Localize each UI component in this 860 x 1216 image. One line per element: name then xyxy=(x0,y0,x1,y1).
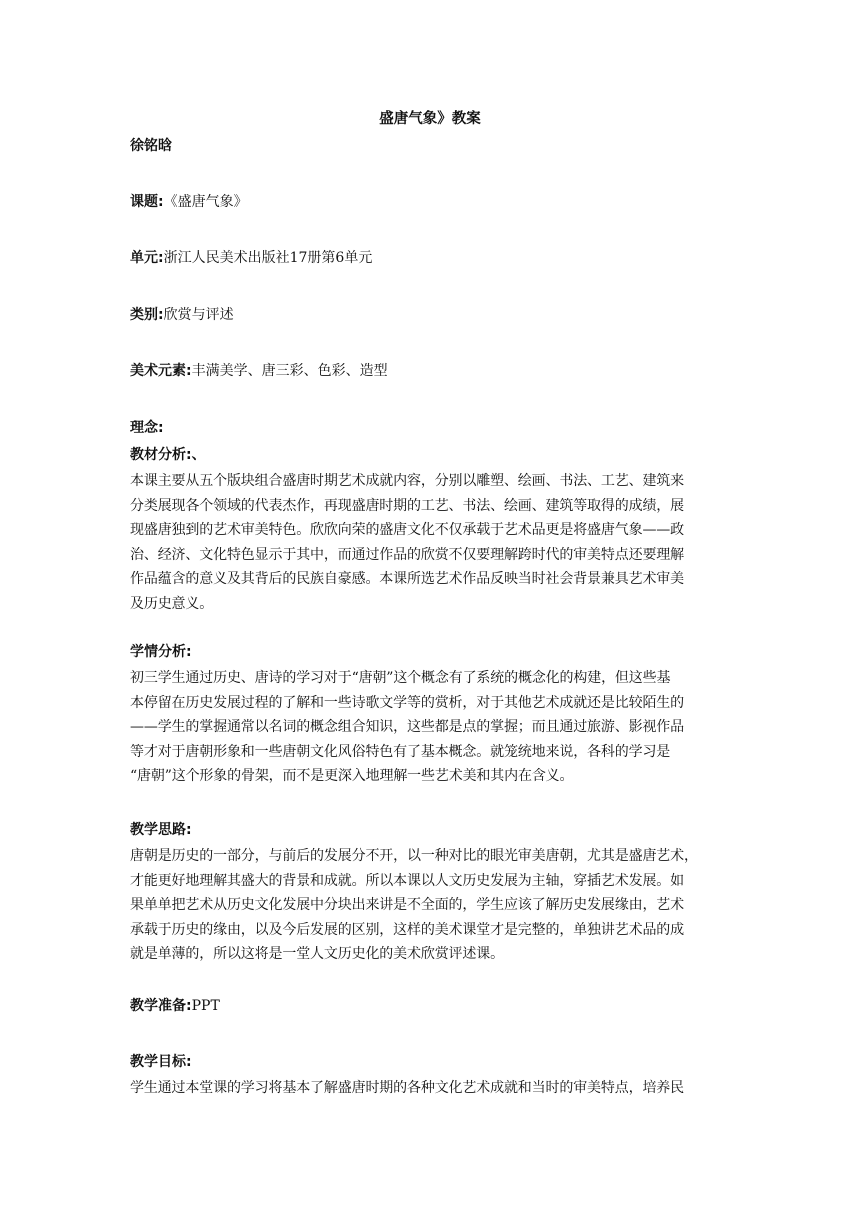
paragraph-line: 本停留在历史发展过程的了解和一些诗歌文学等的赏析，对于其他艺术成就还是比较陌生的 xyxy=(130,694,684,711)
students-paragraph xyxy=(130,666,736,789)
concept-label: 理念: xyxy=(130,420,164,436)
paragraph-line: 作品蕴含的意义及其背后的民族自豪感。本课所选艺术作品反映当时社会背景兼具艺术审美 xyxy=(130,571,684,587)
category-line xyxy=(130,305,234,325)
goals-heading: 教学目标: xyxy=(130,1054,192,1070)
paragraph-line: 等才对于唐朝形象和一些唐朝文化风俗特色有了基本概念。就笼统地来说，各科的学习是 xyxy=(130,743,671,760)
paragraph-line: 本课主要从五个版块组合盛唐时期艺术成就内容，分别以雕塑、绘画、书法、工艺、建筑来 xyxy=(130,473,684,489)
paragraph-line: 及历史意义。 xyxy=(130,595,214,612)
approach-heading: 教学思路: xyxy=(130,822,192,838)
elements-value: 丰满美学、唐三彩、色彩、造型 xyxy=(191,363,388,379)
paragraph-line: 才能更好地理解其盛大的背景和成就。所以本课以人文历史发展为主轴，穿插艺术发展。如 xyxy=(130,872,684,889)
unit-line xyxy=(130,248,372,268)
topic-label: 课题: xyxy=(130,194,164,210)
category-value: 欣赏与评述 xyxy=(163,307,234,323)
unit-label: 单元: xyxy=(130,250,164,266)
prep-line xyxy=(130,996,220,1016)
material-heading: 教材分析:、 xyxy=(130,447,206,463)
paragraph-line: 学生通过本堂课的学习将基本了解盛唐时期的各种文化艺术成就和当时的审美特点，培养民 xyxy=(130,1080,684,1096)
prep-label: 教学准备: xyxy=(130,998,192,1014)
unit-value: 浙江人民美术出版社17册第6单元 xyxy=(163,250,373,266)
elements-line xyxy=(130,361,388,381)
paragraph-line: 分类展现各个领域的代表杰作，再现盛唐时期的工艺、书法、绘画、建筑等取得的成绩，展 xyxy=(130,497,684,514)
approach-paragraph xyxy=(130,844,736,967)
paragraph-line: 现盛唐独到的艺术审美特色。欣欣向荣的盛唐文化不仅承载于艺术品更是将盛唐气象——政 xyxy=(130,522,684,538)
paragraph-line: “唐朝”这个形象的骨架，而不是更深入地理解一些艺术美和其内在含义。 xyxy=(130,768,574,784)
document-title: 盛唐气象》教案 xyxy=(379,111,481,127)
paragraph-line: 果单单把艺术从历史文化发展中分块出来讲是不全面的，学生应该了解历史发展缘由，艺术 xyxy=(130,897,684,913)
paragraph-line: 唐朝是历史的一部分，与前后的发展分不开，以一种对比的眼光审美唐朝，尤其是盛唐艺术， xyxy=(130,848,698,864)
prep-value: PPT xyxy=(191,998,220,1014)
paragraph-line: 就是单薄的，所以这将是一堂人文历史化的美术欣赏评述课。 xyxy=(130,946,504,962)
paragraph-line: 治、经济、文化特色显示于其中，而通过作品的欣赏不仅要理解跨时代的审美特点还要理解 xyxy=(130,546,684,563)
paragraph-line: 承载于历史的缘由，以及今后发展的区别，这样的美术课堂才是完整的，单独讲艺术品的成 xyxy=(130,921,684,938)
author-name: 徐铭晗 xyxy=(130,138,172,154)
topic-value: 《盛唐气象》 xyxy=(163,194,248,210)
material-paragraph xyxy=(130,469,736,616)
paragraph-line: ——学生的掌握通常以名词的概念组合知识，这些都是点的掌握；而且通过旅游、影视作品 xyxy=(130,719,684,735)
category-label: 类别: xyxy=(130,307,164,323)
topic-line xyxy=(130,192,248,212)
paragraph-line: 初三学生通过历史、唐诗的学习对于“唐朝”这个概念有了系统的概念化的构建，但这些基 xyxy=(130,670,671,686)
students-heading: 学情分析: xyxy=(130,644,192,660)
elements-label: 美术元素: xyxy=(130,363,192,379)
goals-paragraph xyxy=(130,1076,736,1101)
